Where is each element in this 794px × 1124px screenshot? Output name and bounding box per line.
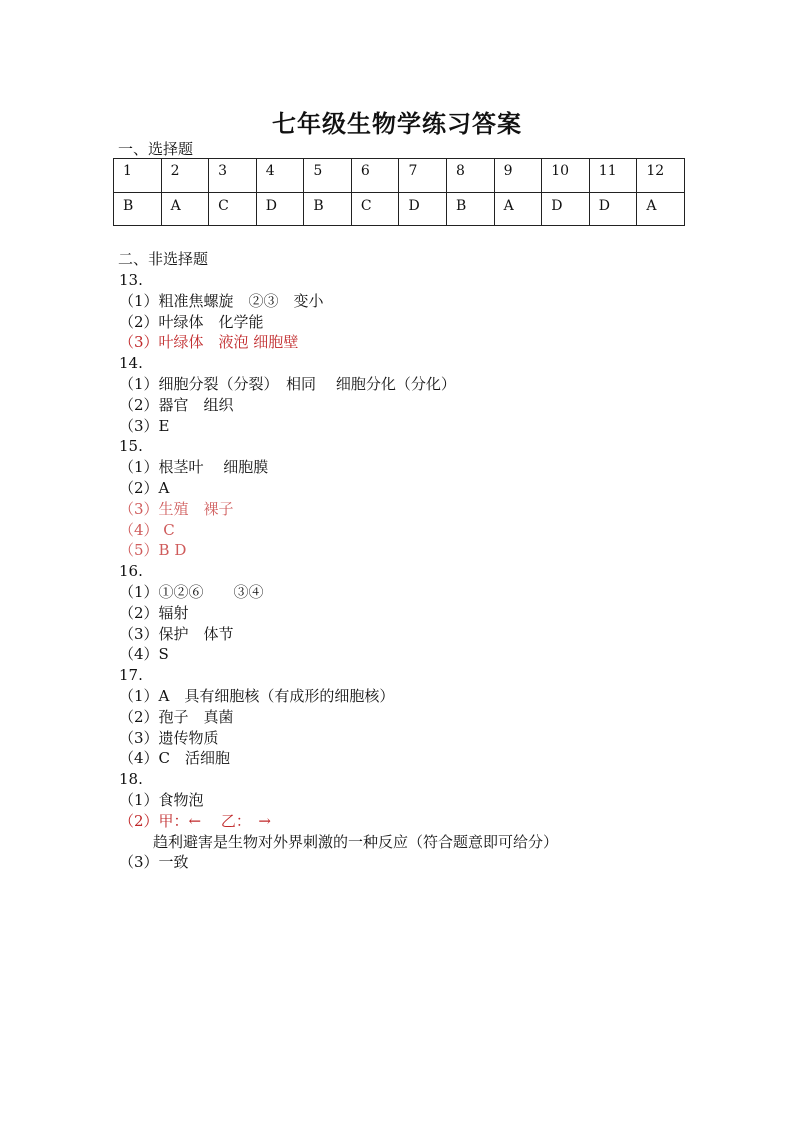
answer-cell: B [304,193,352,226]
answer-line: （4）C 活细胞 [119,749,231,768]
question-number: 1 [114,159,162,193]
question-number: 6 [351,159,399,193]
question-number: 9 [494,159,542,193]
answer-line: （3）E [119,416,170,435]
answer-cell: C [209,193,257,226]
question-number-label: 13. [119,271,143,289]
answer-line: （2）A [119,478,170,497]
answer-line: （3）保护 体节 [119,624,234,643]
answer-line: （1）食物泡 [119,790,204,809]
answer-lines [119,270,558,873]
answer-line: （3）叶绿体 液泡 细胞壁 [119,333,299,352]
answer-cell: D [399,193,447,226]
section-heading-choice: 一、选择题 [118,140,194,158]
page-title: 七年级生物学练习答案 [272,110,522,138]
answer-cell: B [447,193,495,226]
question-number-label: 15. [119,437,143,456]
answer-line: （5）B D [119,541,187,560]
answer-cell: D [256,193,304,226]
answer-cell: D [589,193,637,226]
question-number: 12 [637,159,685,193]
answer-line: （2）叶绿体 化学能 [119,312,264,331]
answer-cell: A [494,193,542,226]
question-number: 5 [304,159,352,193]
question-number-row [114,159,685,193]
answer-table [113,158,685,226]
answer-cell: B [114,193,162,226]
answer-line: （1）①②⑥ ③④ [119,582,264,601]
answer-cell: A [637,193,685,226]
answer-line: （3）遗传物质 [119,728,219,747]
answer-line: （2）孢子 真菌 [119,707,234,726]
answer-line: （2）器官 组织 [119,395,234,414]
question-number: 2 [161,159,209,193]
answer-line: （1）粗准焦螺旋 ②③ 变小 [119,291,324,310]
question-number: 11 [589,159,637,193]
question-number-label: 18. [119,770,143,789]
question-number: 3 [209,159,257,193]
question-number-label: 16. [119,562,143,581]
answer-line: （1）根茎叶 细胞膜 [119,458,269,477]
answer-line: （3）生殖 裸子 [119,499,234,518]
section-heading-nonchoice: 二、非选择题 [118,250,209,268]
answer-line: （1）A 具有细胞核（有成形的细胞核） [119,686,395,705]
question-number: 8 [447,159,495,193]
answer-cell: C [351,193,399,226]
answer-cell: A [161,193,209,226]
answer-line: （4）S [119,645,169,664]
question-number: 10 [542,159,590,193]
question-number: 4 [256,159,304,193]
answer-line: 趋利避害是生物对外界刺激的一种反应（符合题意即可给分） [153,832,559,851]
answer-line: （2）甲：← 乙： → [119,811,271,830]
answer-line: （2）辐射 [119,603,189,622]
question-number-label: 17. [119,666,143,685]
question-number: 7 [399,159,447,193]
answer-cell: D [542,193,590,226]
answer-line: （1）细胞分裂（分裂） 相同 细胞分化（分化） [119,374,456,393]
answer-row [114,193,685,226]
answer-line: （4） C [119,520,175,539]
answer-line: （3）一致 [119,853,189,872]
question-number-label: 14. [119,354,143,373]
